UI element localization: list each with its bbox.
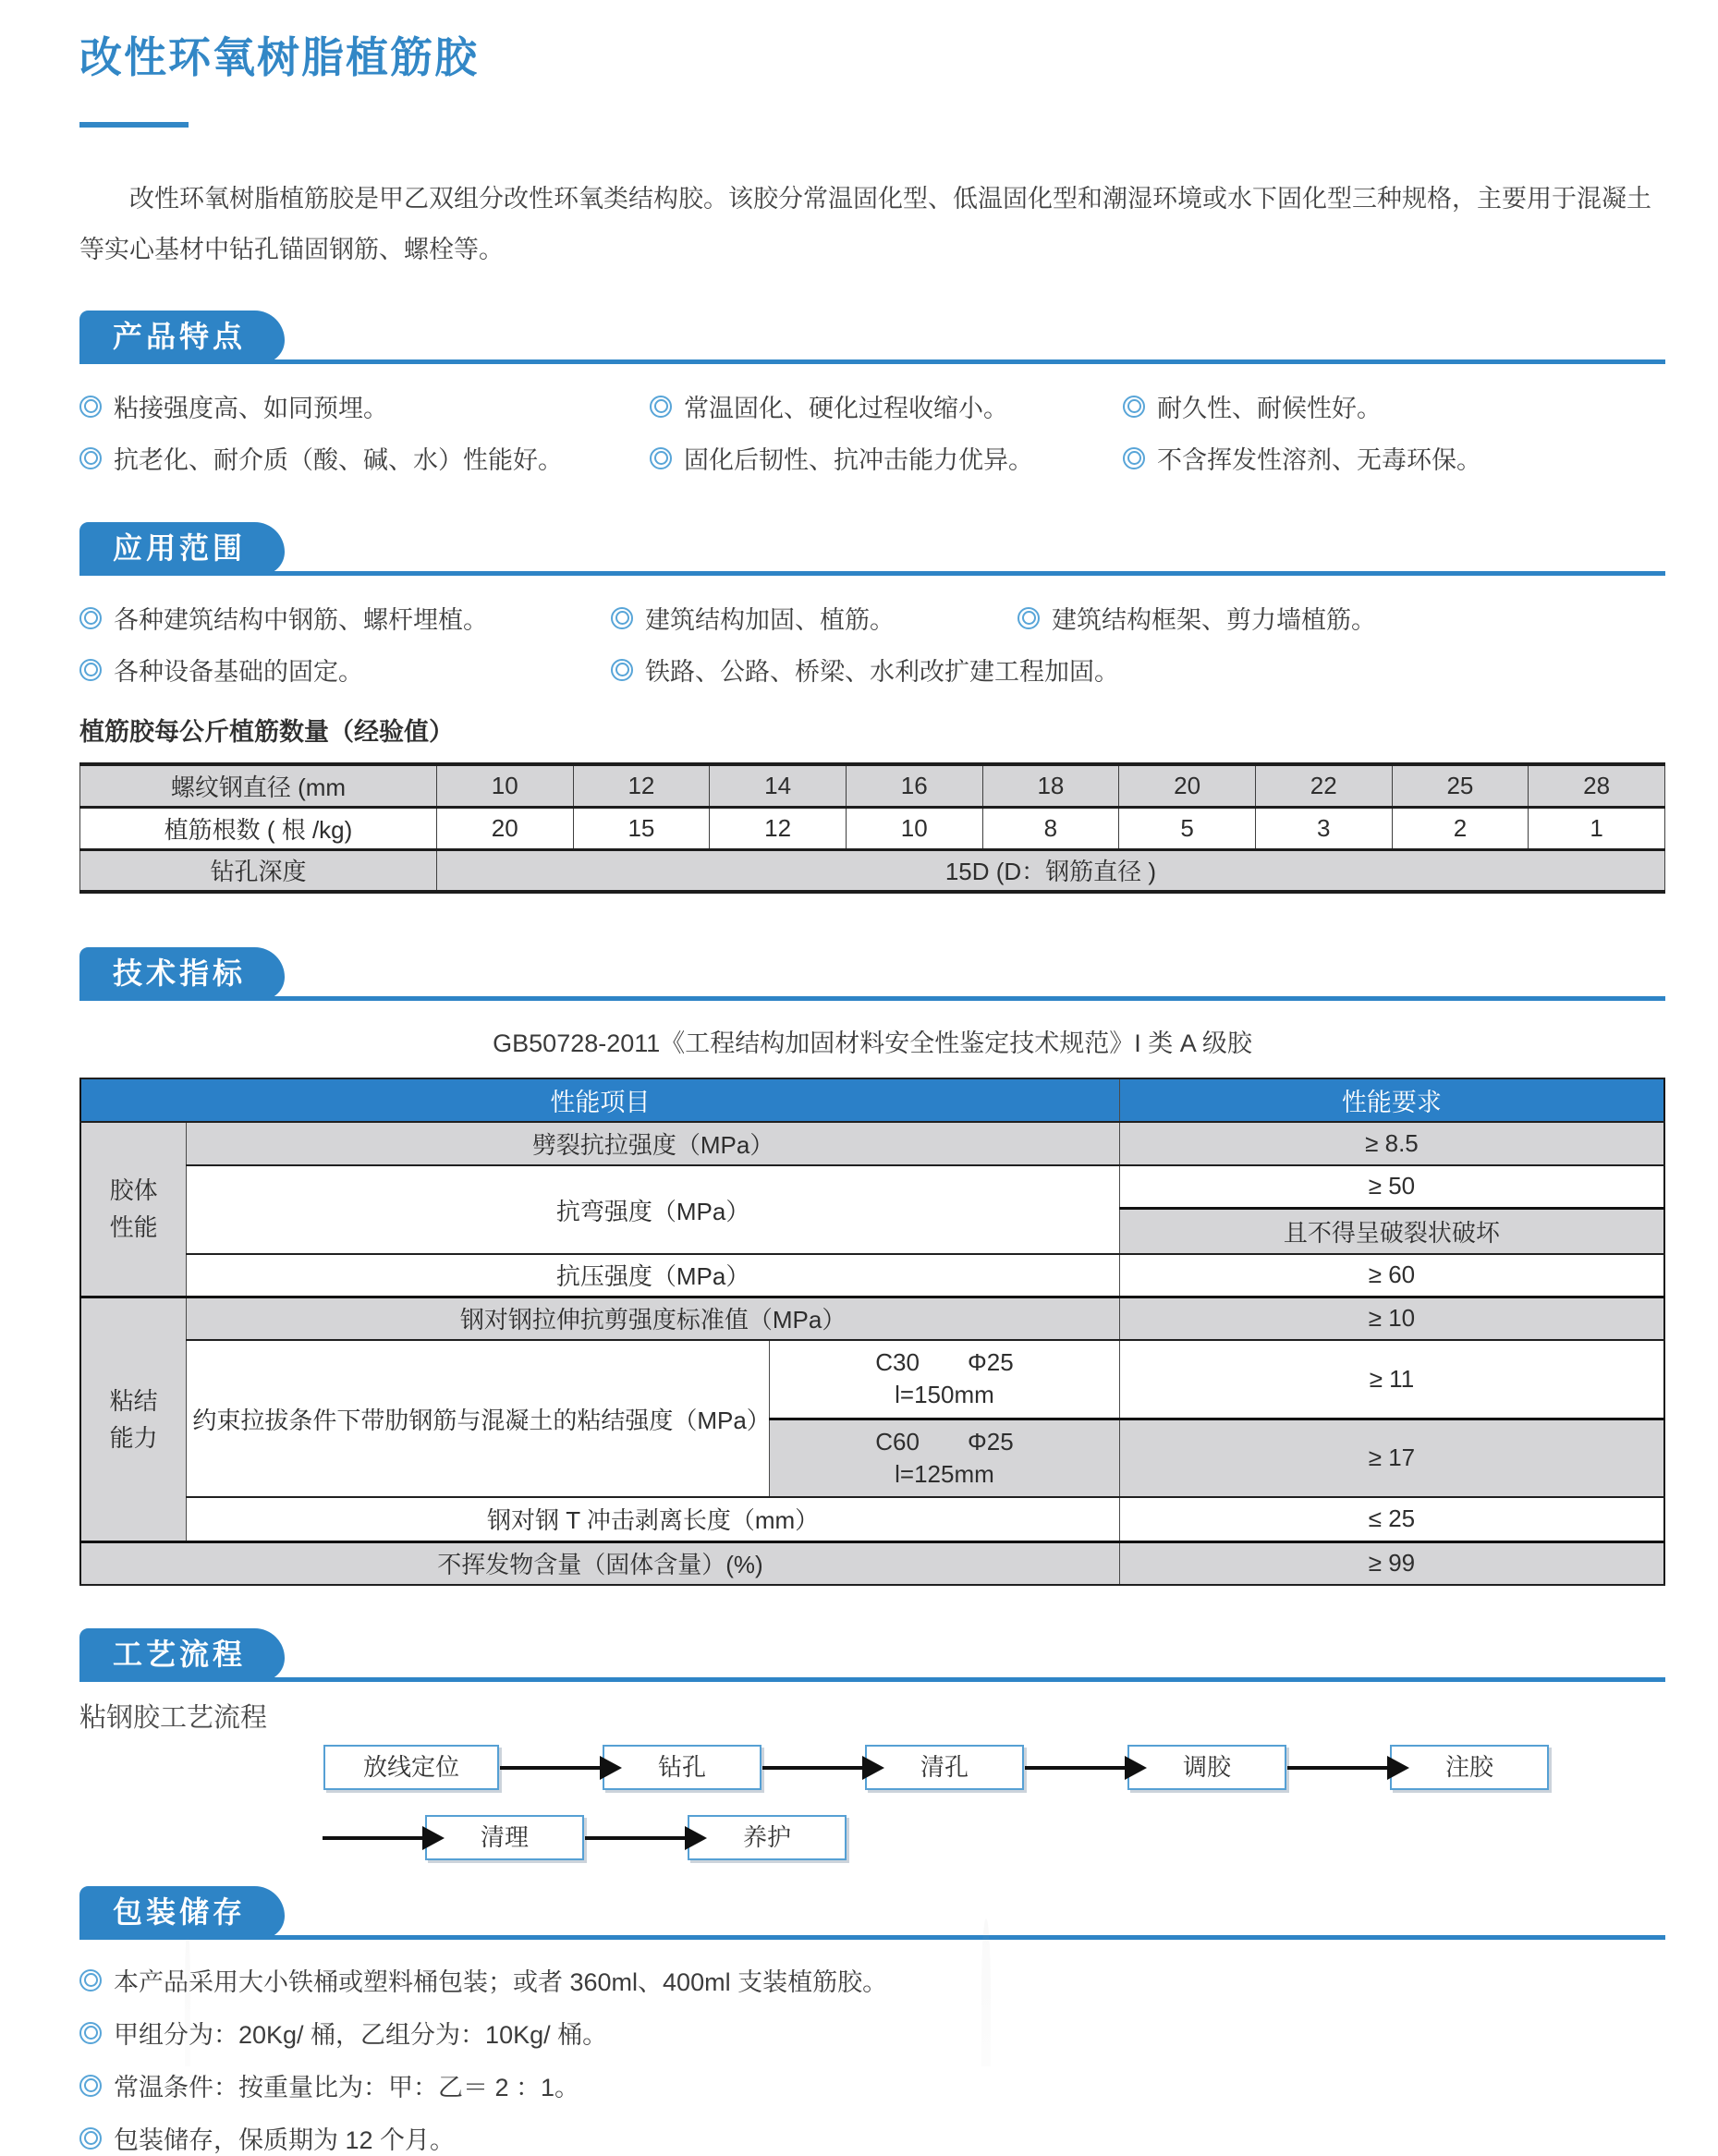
application-text: 建筑结构加固、植筋。 [645,606,895,634]
section-rule [79,571,1665,576]
flow-step: 钻孔 [603,1745,762,1790]
bullseye-icon [611,659,633,681]
property-requirement: ≥ 50 [1119,1165,1664,1208]
property-label: 抗压强度（MPa） [187,1254,1120,1297]
property-requirement: ≥ 8.5 [1119,1122,1664,1165]
rebar-diameter: Φ25 [967,1427,1014,1456]
bullseye-icon [79,2022,102,2044]
list-item [79,388,650,424]
property-label: 约束拉拔条件下带肋钢筋与混凝土的粘结强度（MPa） [187,1340,770,1497]
arrow-right-icon [762,1766,864,1770]
list-item [1123,440,1665,476]
embed-length: l=150mm [895,1381,994,1409]
rebar-diameter: Φ25 [967,1348,1014,1377]
section-packaging-tab: 包装储存 [79,1886,285,1939]
section-rule [79,1677,1665,1682]
condition-cell [770,1340,1120,1419]
section-features-header [79,311,1665,364]
property-requirement: 且不得呈破裂状破坏 [1119,1208,1664,1254]
condition-cell [770,1419,1120,1497]
condition-grade-dia [775,1348,1114,1377]
property-label: 不挥发物含量（固体含量）(%) [80,1541,1119,1585]
flow-row-1 [323,1745,1665,1790]
diameter-value: 16 [846,764,982,807]
feature-text: 常温固化、硬化过程收缩小。 [684,395,1008,422]
table-row [80,1497,1664,1541]
diameter-value: 12 [573,764,710,807]
table-row [80,764,1665,807]
table-row [80,849,1665,892]
flow-step: 清孔 [865,1745,1024,1790]
list-item [79,1962,1665,1998]
packaging-text: 本产品采用大小铁桶或塑料桶包装；或者 360ml、400ml 支装植筋胶。 [114,1968,888,1996]
bullseye-icon [1123,447,1145,469]
dosage-table [79,762,1665,894]
property-label: 抗弯强度（MPa） [187,1165,1120,1254]
feature-text: 耐久性、耐候性好。 [1157,395,1382,422]
flow-row-2 [322,1815,1665,1860]
list-item [79,2067,1665,2103]
diameter-value: 28 [1529,764,1665,807]
diameter-value: 18 [982,764,1119,807]
list-item [611,600,1017,636]
intro-paragraph: 改性环氧树脂植筋胶是甲乙双组分改性环氧类结构胶。该胶分常温固化型、低温固化型和潮湿环境或水下固化型三种规格，主要用于混凝土等实心基材中钻孔锚固钢筋、螺栓等。 [79,185,1651,263]
section-applications-tab: 应用范围 [79,522,285,575]
list-item [79,2120,1665,2156]
bullseye-icon [1123,396,1145,418]
section-tech-tab: 技术指标 [79,947,285,1000]
feature-text: 不含挥发性溶剂、无毒环保。 [1157,446,1481,474]
tech-table [79,1078,1665,1586]
group-label-line: 胶体 [109,1176,158,1205]
list-item [1017,600,1665,636]
table-row [80,1165,1664,1208]
count-value: 8 [982,807,1119,849]
group-cell-adhesive [80,1122,187,1297]
section-tech [79,947,1665,1586]
arrow-right-icon [1287,1766,1389,1770]
depth-value: 15D (D：钢筋直径 ) [436,849,1664,892]
flow-step: 养护 [688,1815,847,1860]
section-applications [79,522,1665,894]
standard-note: GB50728-2011《工程结构加固材料安全性鉴定技术规范》I 类 A 级胶 [493,1029,1252,1057]
section-packaging-header [79,1886,1665,1940]
count-value: 10 [846,807,982,849]
bullseye-icon [79,2127,102,2150]
table-row [80,807,1665,849]
flow-step: 放线定位 [323,1745,499,1790]
list-item [79,440,650,476]
embed-length: l=125mm [895,1459,994,1488]
count-value: 12 [710,807,847,849]
table-row [80,1254,1664,1297]
bullseye-icon [79,659,102,681]
table-row [80,1297,1664,1340]
section-rule [79,359,1665,364]
table-header-row [80,1078,1664,1122]
count-value: 3 [1255,807,1392,849]
applications-list [79,600,1665,688]
list-item [79,600,611,636]
property-requirement: ≥ 10 [1119,1297,1664,1340]
flow-step: 清理 [425,1815,584,1860]
bullseye-icon [79,447,102,469]
section-tech-header [79,947,1665,1001]
section-process-header [79,1628,1665,1682]
flow-step: 调胶 [1127,1745,1286,1790]
application-text: 各种设备基础的固定。 [114,658,363,686]
arrow-right-icon [1025,1766,1127,1770]
features-list [79,388,1665,476]
packaging-text: 包装储存，保质期为 12 个月。 [114,2126,456,2154]
bullseye-icon [611,607,633,629]
datasheet-page [0,24,1718,2156]
section-rule [79,996,1665,1001]
bullseye-icon [79,2075,102,2097]
list-item [650,440,1123,476]
count-value: 1 [1529,807,1665,849]
list-item [79,652,611,688]
section-rule [79,1935,1665,1940]
bullseye-icon [650,447,672,469]
diameter-value: 14 [710,764,847,807]
application-text: 建筑结构框架、剪力墙植筋。 [1052,606,1376,634]
bullseye-icon [650,396,672,418]
packaging-list [79,1962,1665,2156]
col-header-requirement: 性能要求 [1119,1078,1664,1122]
condition-grade-dia [775,1428,1114,1456]
diameter-value: 22 [1255,764,1392,807]
section-features-tab: 产品特点 [79,311,285,363]
list-item [611,652,1119,688]
feature-text: 抗老化、耐介质（酸、碱、水）性能好。 [114,446,563,474]
count-value: 5 [1119,807,1256,849]
diameter-value: 10 [436,764,573,807]
bullseye-icon [79,1969,102,1992]
section-process-tab: 工艺流程 [79,1628,285,1681]
application-text: 各种建筑结构中钢筋、螺杆埋植。 [114,606,488,634]
row-label: 植筋根数 ( 根 /kg) [80,807,437,849]
group-cell-bonding [80,1297,187,1541]
feature-text: 粘接强度高、如同预埋。 [114,395,388,422]
property-requirement: ≥ 11 [1119,1340,1664,1419]
section-applications-header [79,522,1665,576]
concrete-grade: C30 [875,1348,920,1377]
count-value: 15 [573,807,710,849]
diameter-value: 20 [1119,764,1256,807]
row-label: 螺纹钢直径 (mm [80,764,437,807]
dosage-table-caption: 植筋胶每公斤植筋数量（经验值） [79,718,454,746]
application-text: 铁路、公路、桥梁、水利改扩建工程加固。 [645,658,1119,686]
group-label-line: 粘结 [109,1386,158,1415]
packaging-text: 甲组分为：20Kg/ 桶，乙组分为：10Kg/ 桶。 [114,2021,608,2049]
arrow-right-icon [500,1766,602,1770]
list-item [1123,388,1665,424]
count-value: 2 [1392,807,1529,849]
table-row [80,1340,1664,1419]
title-underline [79,122,189,128]
property-label: 钢对钢拉伸抗剪强度标准值（MPa） [187,1297,1120,1340]
list-item [79,2015,1665,2051]
flow-subtitle: 粘钢胶工艺流程 [79,1703,268,1733]
packaging-text: 常温条件：按重量比为：甲：乙＝ 2 ：1。 [114,2074,580,2101]
feature-text: 固化后韧性、抗冲击能力优异。 [684,446,1033,474]
bullseye-icon [79,607,102,629]
arrow-right-icon [323,1836,424,1840]
section-process [79,1628,1665,1860]
flow-step: 注胶 [1390,1745,1549,1790]
group-label-line: 能力 [109,1423,158,1452]
property-label: 钢对钢 T 冲击剥离长度（mm） [187,1497,1120,1541]
group-label-line: 性能 [109,1213,158,1242]
property-requirement: ≥ 17 [1119,1419,1664,1497]
diameter-value: 25 [1392,764,1529,807]
property-requirement: ≥ 60 [1119,1254,1664,1297]
row-label: 钻孔深度 [80,849,437,892]
table-row [80,1122,1664,1165]
table-row [80,1541,1664,1585]
list-item [650,388,1123,424]
page-title: 改性环氧树脂植筋胶 [79,33,479,81]
concrete-grade: C60 [875,1427,920,1456]
section-features [79,311,1665,476]
col-header-item: 性能项目 [80,1078,1119,1122]
property-requirement: ≤ 25 [1119,1497,1664,1541]
bullseye-icon [79,396,102,418]
arrow-right-icon [585,1836,687,1840]
count-value: 20 [436,807,573,849]
property-label: 劈裂抗拉强度（MPa） [187,1122,1120,1165]
property-requirement: ≥ 99 [1119,1541,1664,1585]
section-packaging [79,1886,1665,2156]
bullseye-icon [1017,607,1040,629]
